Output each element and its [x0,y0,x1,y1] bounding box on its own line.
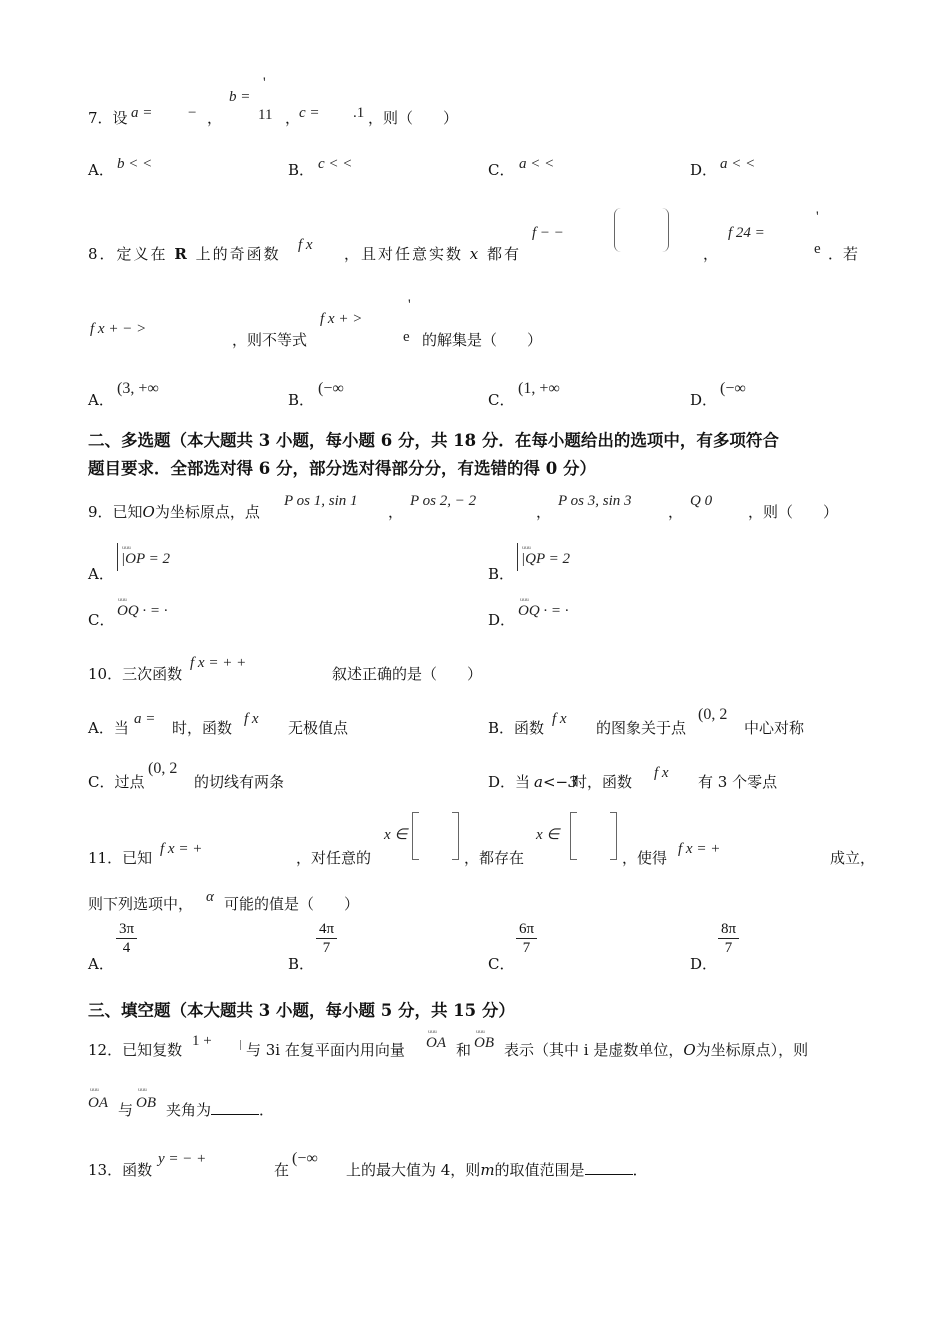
q12-mid3: 表示（其中 i 是虚数单位，O为坐标原点），则 [504,1041,809,1059]
q13-y: y = − + [158,1151,207,1167]
q8-line2-sep: ，则不等式 [232,331,308,349]
q11-bracket2-right [610,812,617,860]
q7-option-a-expr: b < < [117,156,153,172]
q9-option-b-abs [517,543,518,571]
q11-bracket1-left [412,812,419,860]
q11-option-c-frac: $\frac{6\pi}{7}$ [516,920,537,957]
q11-option-b[interactable]: B． [288,955,315,973]
q10-option-d-post: 时，函数 [572,773,633,791]
q7-b-def: b = [229,89,251,105]
q12-line2-suffix: 夹角为 ． [166,1101,275,1119]
q9-Q: Q 0 [690,493,713,509]
q11-mid3: ，使得 [622,849,668,867]
q11-prefix: 11．已知 [88,849,153,867]
q8-tick2: ' [408,297,411,313]
q10-option-a[interactable]: A．当 [88,719,129,737]
q9-sep1: ， [388,503,404,521]
q10-f: f x = + + [190,655,247,671]
q10-option-b-expr2: (0, 2 [698,706,728,723]
q9-P2: P os 2, − 2 [410,493,477,509]
q8-ineq: f x + > [320,311,363,327]
q7-b-tick: ' [263,75,266,91]
q13-answer-blank[interactable] [585,1160,633,1175]
q12-line2-mid: 与 [118,1101,134,1119]
section3-heading: 三、填空题（本大题共 3 小题，每小题 5 分，共 15 分） [88,1001,515,1020]
q9-option-c-arrow: ᵤᵤᵤ [118,592,127,602]
q8-option-b-expr: (−∞ [318,380,344,397]
q7-stem: 7．设 [88,109,128,127]
q10-option-a-expr: a = [134,711,156,727]
q7-option-c-expr: a < < [519,156,555,172]
q9-option-d-arrow: ᵤᵤᵤ [520,592,529,602]
q10-option-a-expr2: f x [244,711,259,727]
q13-interval: (−∞ [292,1150,318,1167]
q8-cond: f x + − > [90,321,147,337]
q9-option-a-arrow: ᵤᵤᵤ [122,540,131,550]
q10-option-b-post2: 中心对称 [744,719,805,737]
q11-option-c[interactable]: C． [488,955,515,973]
q11-mid2: ，都存在 [464,849,525,867]
q8-f-minus: f − − [532,225,564,241]
q12-mid1: 与 3i 在复平面内用向量 [246,1041,405,1059]
q10-option-d-expr: a<−3 [534,773,578,791]
section2-heading-line1: 二、多选题（本大题共 3 小题，每小题 6 分，共 18 分．在每小题给出的选项中，有多项符合 [88,431,779,450]
q11-eq: f x = + [678,841,721,857]
q12-OB2: OB [136,1095,156,1111]
q12-OA2-arrow: ᵤᵤᵤ [90,1082,99,1092]
q9-option-a[interactable]: A． [88,565,114,583]
q9-option-b[interactable]: B． [488,565,515,583]
q7-sep2: ， [285,109,301,127]
q11-line2-prefix: 则下列选项中， [88,895,194,913]
q8-option-b[interactable]: B． [288,391,315,409]
q10-option-d[interactable]: D．当 [488,773,531,791]
q11-option-a[interactable]: A． [88,955,114,973]
q7-option-b[interactable]: B． [288,161,315,179]
q9-P1: P os 1, sin 1 [284,493,358,509]
q7-b-val: 11 [258,107,273,123]
q13-mid1: 在 [274,1161,290,1179]
q8-option-c[interactable]: C． [488,391,515,409]
q10-suffix: 叙述正确的是（ ） [332,665,483,683]
q11-option-a-frac: $\frac{3\pi}{4}$ [116,920,137,957]
q9-option-a-abs [117,543,118,571]
q11-bracket1-right [452,812,459,860]
q11-suffix: 成立， [830,849,876,867]
q8-line1-mid4: ， [703,245,719,263]
q10-option-c[interactable]: C．过点 [88,773,145,791]
q8-option-d[interactable]: D． [690,391,718,409]
q8-f-24: f 24 = [728,225,765,241]
q8-line2-suffix: 的解集是（ ） [422,331,543,349]
q8-line1-suffix: ．若 [828,245,859,263]
q7-option-d-expr: a < < [720,156,756,172]
q7-option-a[interactable]: A． [88,161,114,179]
q11-line2-suffix: 可能的值是（ ） [224,895,360,913]
q10-option-b-expr: f x [552,711,567,727]
q7-c-val: .1 [353,105,365,121]
q11-alpha: α [206,889,214,905]
q7-option-d[interactable]: D． [690,161,718,179]
q8-paren-left [614,208,621,252]
q7-a-def: a = [131,105,153,121]
q8-option-d-expr: (−∞ [720,380,746,397]
q12-prefix: 12．已知复数 [88,1041,183,1059]
q10-prefix: 10．三次函数 [88,665,183,683]
q11-option-d[interactable]: D． [690,955,718,973]
q7-suffix: ，则（ ） [368,109,459,127]
q9-stem: 9．已知O为坐标原点，点 [88,503,260,521]
q10-option-b[interactable]: B．函数 [488,719,545,737]
q12-OA2: OA [88,1095,108,1111]
q12-OA-arrow: ᵤᵤᵤ [428,1024,437,1034]
q9-P3: P os 3, sin 3 [558,493,632,509]
q13-mid2: 上的最大值为 4，则m的取值范围是 ． [346,1161,648,1179]
q9-sep3: ， [668,503,684,521]
q10-option-a-post: 时，函数 [172,719,233,737]
section2-heading-line2: 题目要求．全部选对得 6 分，部分选对得部分分，有选错的得 0 分） [88,459,596,478]
q12-answer-blank[interactable] [211,1100,259,1115]
q8-line1: 8．定义在 R 上的奇函数 [88,245,281,263]
q8-e2: e [403,329,410,345]
q9-suffix: ，则（ ） [748,503,839,521]
q10-option-d-post2: 有 3 个零点 [698,773,778,791]
q12-OB-arrow: ᵤᵤᵤ [476,1024,485,1034]
q8-fx: f x [298,237,313,253]
q8-line1-mid2: ，且对任意实数 x 都有 [344,245,522,263]
q9-option-c[interactable]: C． [88,611,115,629]
q9-option-d[interactable]: D． [488,611,516,629]
q7-c-def: c = [299,105,320,121]
q9-option-b-expr: |QP = 2 [521,551,570,567]
q9-option-d-expr: OQ · = · [518,603,569,619]
q8-option-c-expr: (1, +∞ [518,380,560,397]
q11-option-b-frac: $\frac{4\pi}{7}$ [316,920,337,957]
q8-option-a-expr: (3, +∞ [117,380,159,397]
q12-z-bar [240,1040,241,1050]
q11-bracket2-left [570,812,577,860]
q10-option-b-post: 的图象关于点 [596,719,687,737]
q9-sep2: ， [536,503,552,521]
q7-option-b-expr: c < < [318,156,353,172]
q12-OB: OB [474,1035,494,1051]
q8-option-a[interactable]: A． [88,391,114,409]
q7-sep1: ， [207,109,223,127]
q11-f: f x = + [160,841,203,857]
q8-tick1: ' [816,209,819,225]
q10-option-c-expr: (0, 2 [148,760,178,777]
q11-option-d-frac: $\frac{8\pi}{7}$ [718,920,739,957]
q12-OB2-arrow: ᵤᵤᵤ [138,1082,147,1092]
q11-mid1: ，对任意的 [296,849,372,867]
q10-option-d-expr2: f x [654,765,669,781]
q10-option-c-post: 的切线有两条 [194,773,285,791]
q13-prefix: 13．函数 [88,1161,153,1179]
q7-minus: − [188,105,197,121]
q9-option-a-expr: |OP = 2 [121,551,170,567]
q9-option-b-arrow: ᵤᵤᵤ [522,540,531,550]
q12-z: 1 + [192,1033,212,1049]
q8-e1: e [814,241,821,257]
q11-x1: x ∈ [384,827,408,843]
q7-option-c[interactable]: C． [488,161,515,179]
q11-x2: x ∈ [536,827,560,843]
q10-option-a-post2: 无极值点 [288,719,349,737]
q12-OA: OA [426,1035,446,1051]
q8-paren-right [662,208,669,252]
q9-option-c-expr: OQ · = · [117,603,168,619]
q12-mid2: 和 [456,1041,472,1059]
